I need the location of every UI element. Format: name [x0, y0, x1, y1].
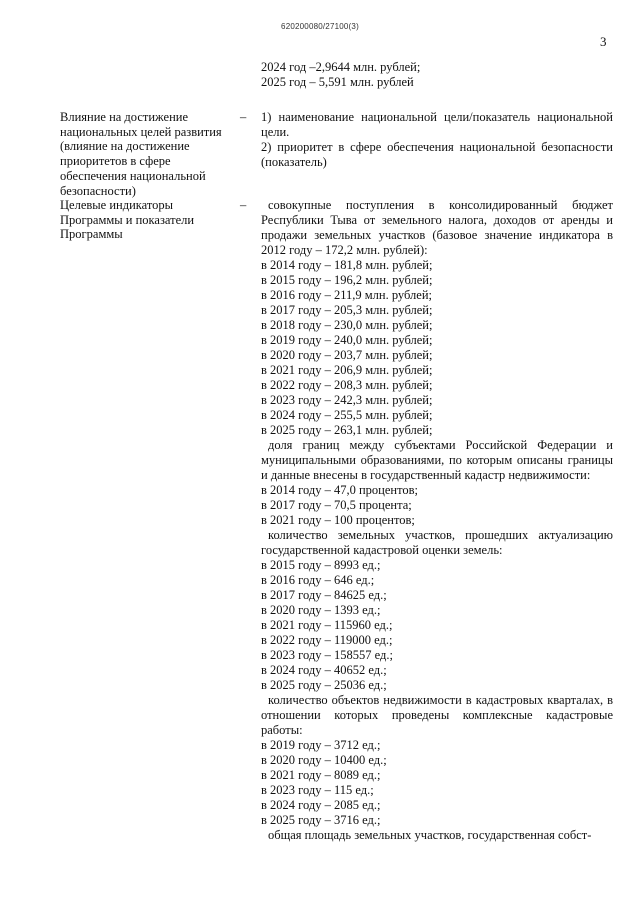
impact-label: Влияние на достижение национальных целей развития (влияние на достижение приоритетов в сфере обеспечения национальной безопасности) [60, 110, 222, 198]
indicator-1-year: в 2021 году – 206,9 млн. рублей; [261, 363, 433, 377]
indicator-1-year: в 2019 году – 240,0 млн. рублей; [261, 333, 433, 347]
indicator-4-year: в 2021 году – 8089 ед.; [261, 768, 381, 782]
indicator-3-year: в 2017 году – 84625 ед.; [261, 588, 387, 602]
indicator-4-year: в 2024 году – 2085 ед.; [261, 798, 381, 812]
indicator-1-year: в 2017 году – 205,3 млн. рублей; [261, 303, 433, 317]
indicator-1-year: в 2022 году – 208,3 млн. рублей; [261, 378, 433, 392]
indicator-1-year: в 2015 году – 196,2 млн. рублей; [261, 273, 433, 287]
indicator-1-text: совокупные поступления в консолидированный бюджет Республики Тыва от земельного налога, доходов от аренды и продажи земельных участков (базовое значение индикатора в 2012 году – 172,2 млн. рублей): [261, 198, 613, 257]
indicators-content [261, 198, 613, 843]
indicator-2-year: в 2014 году – 47,0 процентов; [261, 483, 419, 497]
indicator-2-year: в 2017 году – 70,5 процента; [261, 498, 412, 512]
indicator-3-year: в 2025 году – 25036 ед.; [261, 678, 387, 692]
indicator-4-text: количество объектов недвижимости в кадастровых кварталах, в отношении которых проведены комплексные кадастровые работы: [261, 693, 613, 737]
indicator-1-year: в 2025 году – 263,1 млн. рублей; [261, 423, 433, 437]
indicator-1-year: в 2020 году – 203,7 млн. рублей; [261, 348, 433, 362]
indicators-label: Целевые индикаторы Программы и показатели Программы [60, 198, 195, 242]
indicator-1-year: в 2016 году – 211,9 млн. рублей; [261, 288, 433, 302]
indicator-3-year: в 2021 году – 115960 ед.; [261, 618, 393, 632]
page-number: 3 [600, 34, 607, 49]
impact-item: 2) приоритет в сфере обеспечения национальной безопасности (показатель) [261, 140, 613, 169]
indicator-3-year: в 2016 году – 646 ед.; [261, 573, 375, 587]
indicator-4-year: в 2020 году – 10400 ед.; [261, 753, 387, 767]
impact-item: 1) наименование национальной цели/показатель национальной цели. [261, 110, 613, 139]
indicator-4-year: в 2019 году – 3712 ед.; [261, 738, 381, 752]
indicator-1-year: в 2024 году – 255,5 млн. рублей; [261, 408, 433, 422]
document-number: 620200080/27100(3) [281, 22, 359, 31]
indicator-5-text: общая площадь земельных участков, государственная собст- [268, 828, 592, 842]
indicator-3-year: в 2023 году – 158557 ед.; [261, 648, 393, 662]
impact-dash: – [240, 110, 247, 124]
indicator-3-text: количество земельных участков, прошедших актуализацию государственной кадастровой оценки земель: [261, 528, 613, 557]
indicator-4-year: в 2023 году – 115 ед.; [261, 783, 374, 797]
indicator-1-year: в 2018 году – 230,0 млн. рублей; [261, 318, 433, 332]
indicator-3-year: в 2022 году – 119000 ед.; [261, 633, 393, 647]
indicator-3-year: в 2015 году – 8993 ед.; [261, 558, 381, 572]
financing-line: 2025 год – 5,591 млн. рублей [261, 75, 414, 90]
indicator-3-year: в 2024 году – 40652 ед.; [261, 663, 387, 677]
indicator-2-year: в 2021 году – 100 процентов; [261, 513, 415, 527]
indicator-3-year: в 2020 году – 1393 ед.; [261, 603, 381, 617]
indicator-2-text: доля границ между субъектами Российской Федерации и муниципальными образованиями, по которым описаны границы и данные внесены в государственный кадастр недвижимости: [261, 438, 613, 482]
financing-continuation [261, 60, 621, 90]
indicator-1-year: в 2023 году – 242,3 млн. рублей; [261, 393, 433, 407]
indicator-4-year: в 2025 году – 3716 ед.; [261, 813, 381, 827]
financing-line: 2024 год –2,9644 млн. рублей; [261, 60, 421, 74]
impact-content [261, 110, 613, 170]
indicators-dash: – [240, 198, 247, 212]
indicator-1-year: в 2014 году – 181,8 млн. рублей; [261, 258, 433, 272]
